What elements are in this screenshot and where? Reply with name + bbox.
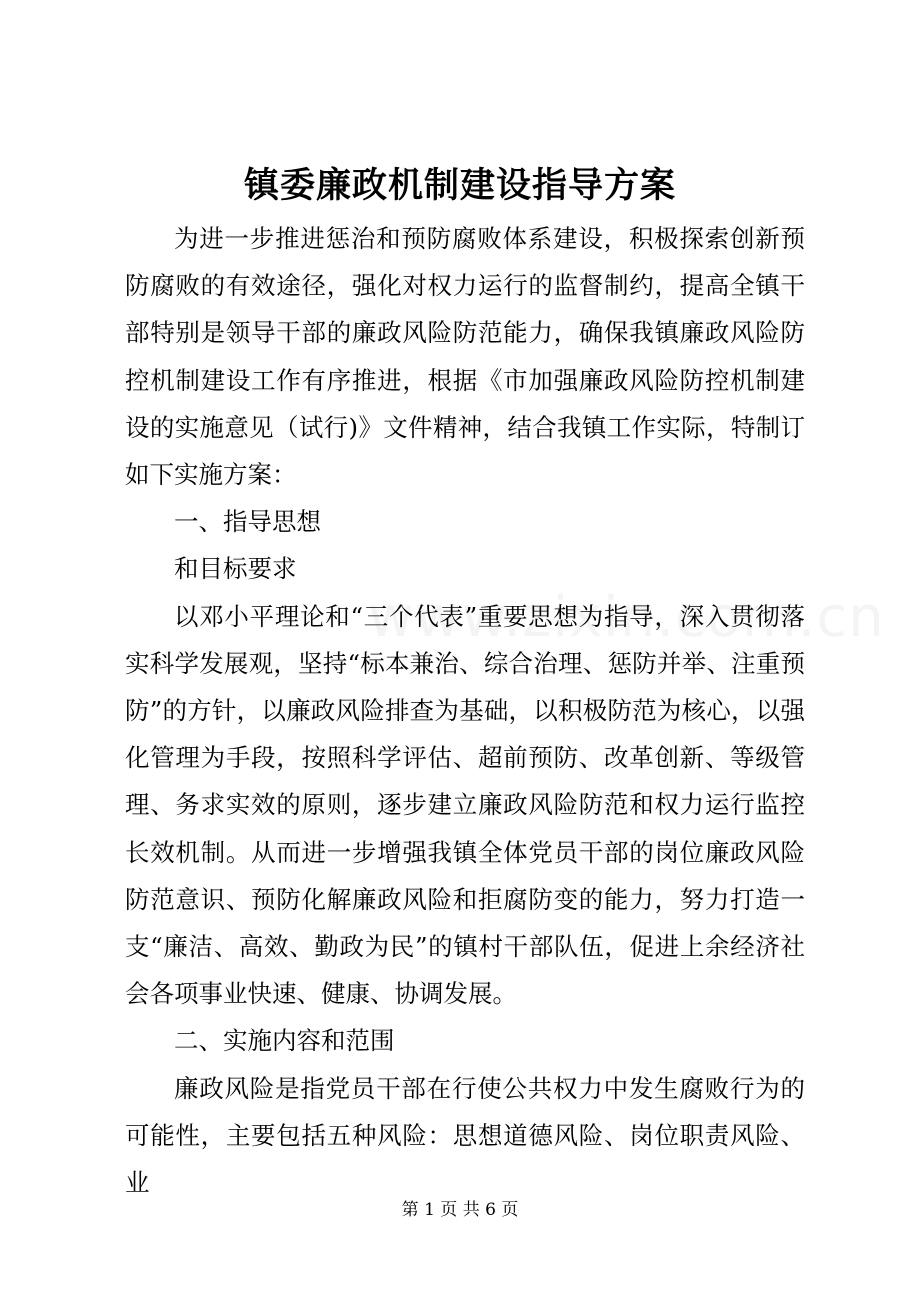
- document-body: [125, 215, 805, 1206]
- paragraph-risk-definition: 廉政风险是指党员干部在行使公共权力中发生腐败行为的可能性，主要包括五种风险：思想道德风险、岗位职责风险、业: [125, 1073, 805, 1198]
- section-heading-1: 一、指导思想: [174, 507, 321, 537]
- document-title: 镇委廉政机制建设指导方案: [243, 165, 676, 206]
- paragraph-intro: 为进一步推进惩治和预防腐败体系建设，积极探索创新预防腐败的有效途径，强化对权力运行的监督制约，提高全镇干部特别是领导干部的廉政风险防范能力，确保我镇廉政风险防控机制建设工作有序推进，根据《市加强廉政风险防控机制建设的实施意见（试行)》文件精神，结合我镇工作实际，特制订如下实施方案：: [125, 224, 805, 490]
- section-heading-1-continued: 和目标要求: [174, 554, 297, 584]
- section-heading-2: 二、实施内容和范围: [174, 1026, 395, 1056]
- page-footer: 第 1 页 共 6 页: [401, 1200, 519, 1220]
- paragraph-guiding-thought: 以邓小平理论和“三个代表”重要思想为指导，深入贯彻落实科学发展观，坚持“标本兼治、综合治理、惩防并举、注重预防”的方针，以廉政风险排查为基础，以积极防范为核心，以强化管理为手段，按照科学评估、超前预防、改革创新、等级管理、务求实效的原则，逐步建立廉政风险防范和权力运行监控长效机制。从而进一步增强我镇全体党员干部的岗位廉政风险防范意识、预防化解廉政风险和拒腐防变的能力，努力打造一支“廉洁、高效、勤政为民”的镇村干部队伍，促进上余经济社会各项事业快速、健康、协调发展。: [125, 601, 805, 1009]
